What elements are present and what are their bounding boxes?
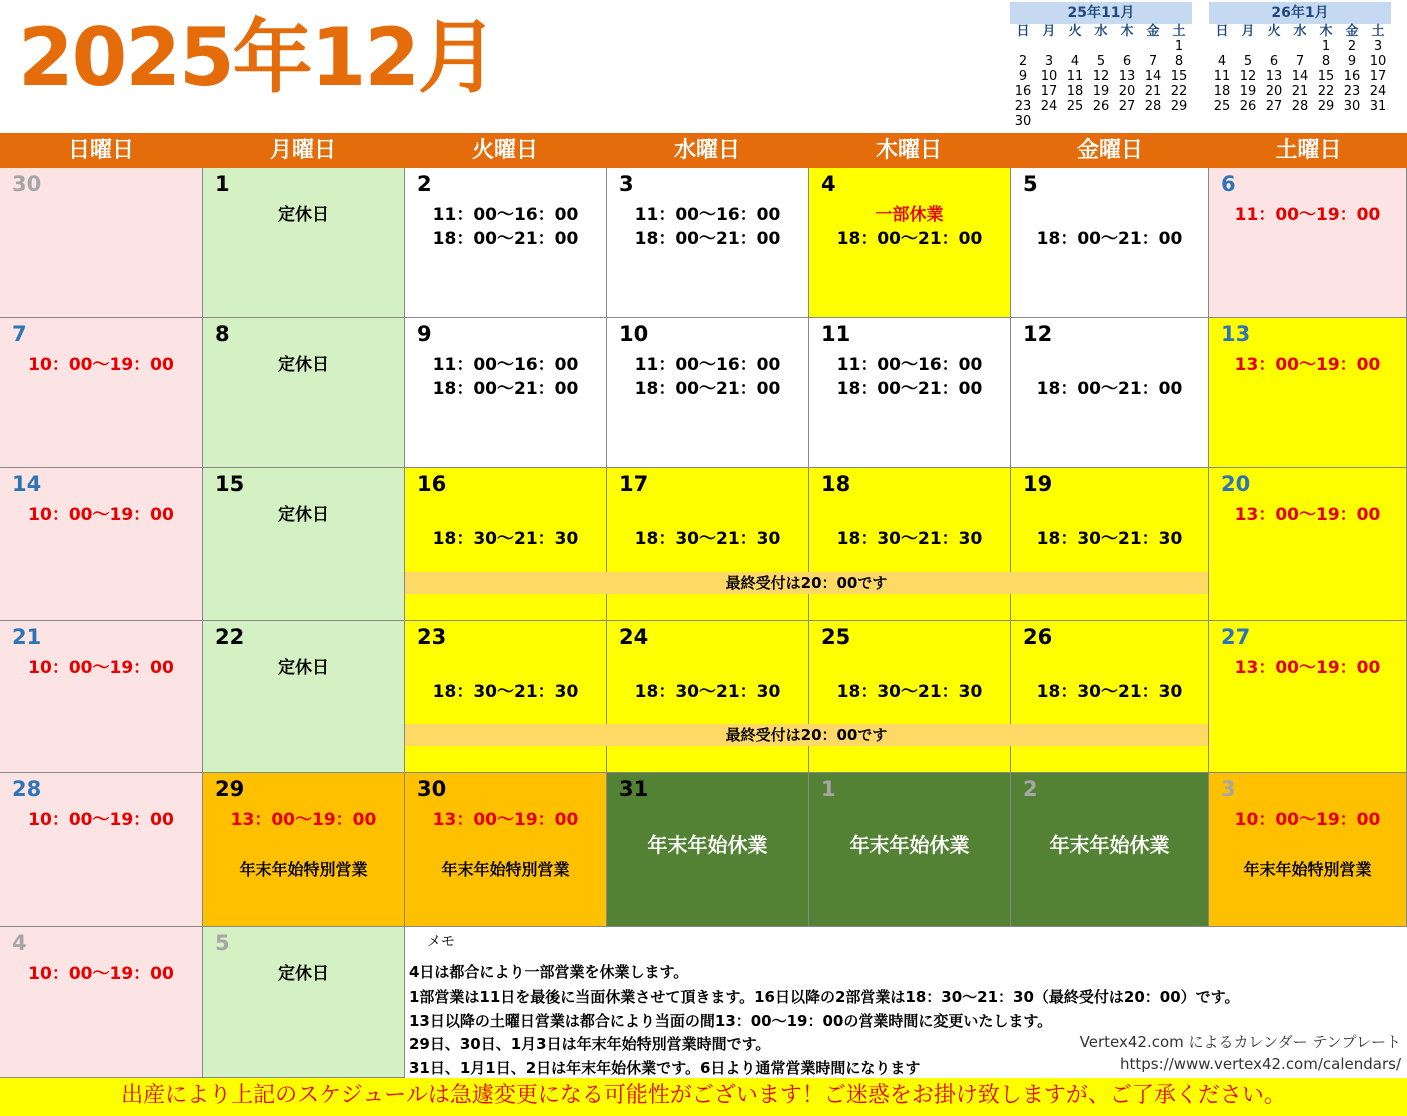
day-schedule-line: 10：00～19：00 (28, 964, 174, 984)
day-note: 年末年始特別営業 (441, 860, 570, 879)
mini-day: 20 (1118, 84, 1136, 99)
mini-day: 16 (1343, 69, 1361, 84)
mini-day: 6 (1122, 54, 1132, 69)
day-cell[interactable] (1209, 168, 1407, 318)
mini-day: 27 (1118, 99, 1136, 114)
mini-day: 8 (1174, 54, 1184, 69)
day-schedule-line: 11：00～16：00 (634, 205, 781, 225)
day-schedule-line: 18：00～21：00 (634, 379, 781, 399)
day-note: 年末年始特別営業 (239, 860, 368, 879)
mini-day: 26 (1092, 99, 1110, 114)
page-title: 2025年12月 (18, 11, 496, 104)
mini-calendar-prev-grid (1010, 24, 1192, 129)
day-schedule-line: 18：00～21：00 (432, 229, 579, 249)
day-note: 年末年始特別営業 (1243, 860, 1372, 879)
day-schedule-line: 11：00～16：00 (634, 355, 781, 375)
mini-day (1140, 39, 1166, 54)
day-schedule-line: 18：00～21：00 (634, 229, 781, 249)
day-schedule-line: 13：00～19：00 (230, 810, 377, 830)
mini-day: 18 (1066, 84, 1084, 99)
mini-day: 2 (1347, 39, 1357, 54)
mini-day: 1 (1174, 39, 1184, 54)
mini-day: 23 (1343, 84, 1361, 99)
day-schedule-line: 18：00～21：00 (1036, 379, 1183, 399)
day-number: 2 (1023, 777, 1038, 801)
mini-day: 18 (1213, 84, 1231, 99)
mini-day: 3 (1044, 54, 1054, 69)
mini-dow-label: 日 (1016, 24, 1030, 39)
day-number: 5 (1023, 172, 1038, 196)
mini-day: 10 (1040, 69, 1058, 84)
day-schedule-line: 18：30～21：30 (836, 682, 983, 702)
mini-calendar-next-grid (1209, 24, 1391, 114)
template-url-link[interactable]: https://www.vertex42.com/calendars/ (1120, 1055, 1401, 1073)
mini-day: 29 (1170, 99, 1188, 114)
mini-dow-label: 日 (1215, 24, 1229, 39)
mini-day: 8 (1321, 54, 1331, 69)
day-cell[interactable] (607, 773, 809, 927)
mini-day: 30 (1343, 99, 1361, 114)
mini-day: 24 (1040, 99, 1058, 114)
mini-day: 26 (1239, 99, 1257, 114)
weekday-label: 火曜日 (471, 138, 538, 163)
last-order-band-week3: 最終受付は20：00です (405, 572, 1208, 594)
mini-day: 12 (1092, 69, 1110, 84)
day-number: 2 (417, 172, 432, 196)
day-number: 15 (215, 472, 245, 496)
day-schedule-line: 10：00～19：00 (28, 355, 174, 375)
mini-day: 31 (1369, 99, 1387, 114)
day-number: 29 (215, 777, 245, 801)
mini-day (1088, 39, 1114, 54)
mini-calendar-prev (1010, 2, 1192, 129)
mini-day: 25 (1213, 99, 1231, 114)
day-cell[interactable] (0, 168, 203, 318)
memo-line: 1部営業は11日を最後に当面休業させて頂きます。16日以降の2部営業は18：30～21：30（最終受付は20：00）です。 (409, 988, 1240, 1006)
mini-day: 2 (1018, 54, 1028, 69)
mini-day: 9 (1018, 69, 1028, 84)
mini-dow-label: 木 (1319, 24, 1333, 39)
day-schedule-line: 10：00～19：00 (28, 505, 174, 525)
mini-day: 7 (1148, 54, 1158, 69)
day-schedule-line: 13：00～19：00 (1234, 658, 1381, 678)
day-cell[interactable] (1209, 621, 1407, 773)
day-schedule-line: 18：00～21：00 (1036, 229, 1183, 249)
mini-day: 17 (1369, 69, 1387, 84)
mini-day: 27 (1265, 99, 1283, 114)
day-cell[interactable] (1011, 468, 1209, 621)
day-schedule-line: 13：00～19：00 (432, 810, 579, 830)
mini-dow-label: 金 (1345, 24, 1359, 39)
day-number: 3 (1221, 777, 1236, 801)
day-cell[interactable] (203, 468, 405, 621)
day-cell[interactable] (607, 621, 809, 773)
mini-day: 23 (1014, 99, 1032, 114)
memo-line: 31日、1月1日、2日は年末年始休業です。6日より通常営業時間になります (409, 1059, 921, 1077)
mini-calendar-next-label: 26年1月 (1209, 2, 1391, 24)
mini-day: 7 (1295, 54, 1305, 69)
mini-dow-label: 土 (1371, 24, 1385, 39)
day-number: 23 (417, 625, 447, 649)
day-number: 28 (12, 777, 42, 801)
mini-day: 25 (1066, 99, 1084, 114)
mini-dow-label: 水 (1094, 24, 1108, 39)
day-number: 19 (1023, 472, 1053, 496)
day-schedule-line: 18：00～21：00 (432, 379, 579, 399)
day-number: 10 (619, 322, 649, 346)
day-number: 18 (821, 472, 851, 496)
day-number: 1 (215, 172, 230, 196)
day-number: 3 (619, 172, 634, 196)
weekday-label: 金曜日 (1076, 138, 1143, 163)
day-number: 21 (12, 625, 42, 649)
day-number: 22 (215, 625, 245, 649)
day-number: 7 (12, 322, 27, 346)
day-cell[interactable] (0, 773, 203, 927)
day-cell[interactable] (405, 621, 607, 773)
mini-day: 22 (1317, 84, 1335, 99)
mini-day: 20 (1265, 84, 1283, 99)
day-cell[interactable] (809, 773, 1011, 927)
mini-day: 13 (1118, 69, 1136, 84)
day-number: 9 (417, 322, 432, 346)
day-schedule-line: 18：30～21：30 (634, 529, 781, 549)
mini-day: 11 (1066, 69, 1084, 84)
day-number: 26 (1023, 625, 1053, 649)
day-schedule-line: 一部休業 (875, 205, 944, 225)
mini-day: 28 (1144, 99, 1162, 114)
footer-notice: 出産により上記のスケジュールは急遽変更になる可能性がございます！ご迷惑をお掛け致しますが、ご了承ください。 (0, 1078, 1407, 1116)
mini-day: 12 (1239, 69, 1257, 84)
day-schedule-line: 10：00～19：00 (28, 810, 174, 830)
template-credit: Vertex42.com によるカレンダー テンプレート (1079, 1033, 1401, 1051)
day-schedule-line: 18：30～21：30 (1036, 529, 1183, 549)
mini-day (1209, 39, 1235, 54)
day-schedule-line: 定休日 (278, 964, 329, 984)
mini-day (1261, 39, 1287, 54)
mini-dow-label: 月 (1042, 24, 1056, 39)
day-cell[interactable] (1209, 773, 1407, 927)
day-cell[interactable] (203, 927, 405, 1078)
mini-dow-label: 水 (1293, 24, 1307, 39)
mini-day (1287, 39, 1313, 54)
day-number: 5 (215, 931, 230, 955)
day-schedule-line: 10：00～19：00 (28, 658, 174, 678)
day-schedule-line: 10：00～19：00 (1234, 810, 1381, 830)
holiday-label: 年末年始休業 (647, 833, 768, 857)
mini-day: 5 (1096, 54, 1106, 69)
day-cell[interactable] (809, 168, 1011, 318)
weekday-header (0, 133, 1407, 168)
last-order-band-week4: 最終受付は20：00です (405, 724, 1208, 746)
day-cell[interactable] (203, 773, 405, 927)
day-schedule-line: 18：30～21：30 (432, 682, 579, 702)
memo-line: 29日、30日、1月3日は年末年始特別営業時間です。 (409, 1035, 771, 1053)
mini-day: 17 (1040, 84, 1058, 99)
mini-day: 5 (1243, 54, 1253, 69)
mini-dow-label: 金 (1146, 24, 1160, 39)
mini-day: 14 (1144, 69, 1162, 84)
day-number: 20 (1221, 472, 1251, 496)
day-cell[interactable] (203, 621, 405, 773)
day-schedule-line: 定休日 (278, 355, 329, 375)
day-schedule-line: 11：00～19：00 (1234, 205, 1381, 225)
day-schedule-line: 18：30～21：30 (432, 529, 579, 549)
mini-day: 21 (1291, 84, 1309, 99)
day-cell[interactable] (809, 468, 1011, 621)
day-number: 30 (417, 777, 447, 801)
mini-dow-label: 火 (1068, 24, 1082, 39)
day-number: 6 (1221, 172, 1236, 196)
mini-day: 24 (1369, 84, 1387, 99)
day-number: 24 (619, 625, 649, 649)
mini-day: 6 (1269, 54, 1279, 69)
mini-day (1235, 39, 1261, 54)
day-cell[interactable] (809, 621, 1011, 773)
day-schedule-line: 13：00～19：00 (1234, 355, 1381, 375)
weekday-label: 日曜日 (67, 138, 134, 163)
day-schedule-line: 18：30～21：30 (836, 529, 983, 549)
mini-day (1062, 39, 1088, 54)
day-number: 17 (619, 472, 649, 496)
day-number: 31 (619, 777, 649, 801)
day-cell[interactable] (607, 318, 809, 468)
day-schedule-line: 11：00～16：00 (432, 205, 579, 225)
mini-day: 13 (1265, 69, 1283, 84)
weekday-label: 水曜日 (673, 138, 740, 163)
day-cell[interactable] (607, 468, 809, 621)
day-cell[interactable] (203, 168, 405, 318)
day-number: 4 (821, 172, 836, 196)
day-number: 11 (821, 322, 851, 346)
mini-calendar-prev-label: 25年11月 (1010, 2, 1192, 24)
mini-day (1114, 39, 1140, 54)
mini-day: 4 (1217, 54, 1227, 69)
mini-day (1036, 39, 1062, 54)
day-cell[interactable] (405, 318, 607, 468)
mini-dow-label: 月 (1241, 24, 1255, 39)
mini-day: 21 (1144, 84, 1162, 99)
mini-day: 19 (1239, 84, 1257, 99)
mini-dow-label: 木 (1120, 24, 1134, 39)
mini-day: 15 (1170, 69, 1188, 84)
day-cell[interactable] (1011, 168, 1209, 318)
mini-day: 3 (1373, 39, 1383, 54)
day-cell[interactable] (405, 773, 607, 927)
memo-line: 13日以降の土曜日営業は都合により当面の間13：00～19：00の営業時間に変更いたします。 (409, 1012, 1053, 1030)
mini-day: 4 (1070, 54, 1080, 69)
mini-day: 30 (1014, 114, 1032, 129)
day-number: 27 (1221, 625, 1251, 649)
memo-area (405, 927, 1407, 1077)
day-number: 1 (821, 777, 836, 801)
mini-dow-label: 火 (1267, 24, 1281, 39)
memo-label: メモ (427, 934, 455, 950)
weekday-label: 土曜日 (1275, 138, 1342, 163)
memo-line: 4日は都合により一部営業を休業します。 (409, 963, 689, 981)
day-schedule-line: 11：00～16：00 (836, 355, 983, 375)
day-cell[interactable] (809, 318, 1011, 468)
mini-dow-label: 土 (1172, 24, 1186, 39)
mini-day: 9 (1347, 54, 1357, 69)
day-cell[interactable] (1011, 318, 1209, 468)
day-number: 30 (12, 172, 42, 196)
mini-calendar-next (1209, 2, 1391, 114)
day-number: 8 (215, 322, 230, 346)
weekday-label: 木曜日 (875, 138, 942, 163)
day-schedule-line: 13：00～19：00 (1234, 505, 1381, 525)
mini-day: 10 (1369, 54, 1387, 69)
day-number: 13 (1221, 322, 1251, 346)
day-number: 25 (821, 625, 851, 649)
day-number: 14 (12, 472, 42, 496)
day-cell[interactable] (0, 318, 203, 468)
day-cell[interactable] (1209, 318, 1407, 468)
day-cell[interactable] (1011, 773, 1209, 927)
day-schedule-line: 11：00～16：00 (432, 355, 579, 375)
mini-day: 14 (1291, 69, 1309, 84)
mini-day: 29 (1317, 99, 1335, 114)
mini-day: 1 (1321, 39, 1331, 54)
day-cell[interactable] (0, 468, 203, 621)
weekday-label: 月曜日 (269, 138, 336, 163)
day-number: 12 (1023, 322, 1053, 346)
holiday-label: 年末年始休業 (849, 833, 970, 857)
day-cell[interactable] (203, 318, 405, 468)
day-cell[interactable] (607, 168, 809, 318)
day-number: 4 (12, 931, 27, 955)
day-cell[interactable] (405, 468, 607, 621)
mini-day: 16 (1014, 84, 1032, 99)
day-schedule-line: 18：00～21：00 (836, 229, 983, 249)
mini-day (1010, 39, 1036, 54)
mini-day: 28 (1291, 99, 1309, 114)
day-cell[interactable] (1011, 621, 1209, 773)
holiday-label: 年末年始休業 (1049, 833, 1170, 857)
day-cell[interactable] (0, 927, 203, 1078)
day-cell[interactable] (405, 168, 607, 318)
mini-day: 11 (1213, 69, 1231, 84)
day-schedule-line: 定休日 (278, 658, 329, 678)
day-cell[interactable] (1209, 468, 1407, 621)
mini-day: 22 (1170, 84, 1188, 99)
day-schedule-line: 18：30～21：30 (634, 682, 781, 702)
mini-day: 19 (1092, 84, 1110, 99)
mini-day: 15 (1317, 69, 1335, 84)
day-schedule-line: 定休日 (278, 205, 329, 225)
day-number: 16 (417, 472, 447, 496)
day-schedule-line: 定休日 (278, 505, 329, 525)
day-cell[interactable] (0, 621, 203, 773)
day-schedule-line: 18：30～21：30 (1036, 682, 1183, 702)
day-schedule-line: 18：00～21：00 (836, 379, 983, 399)
